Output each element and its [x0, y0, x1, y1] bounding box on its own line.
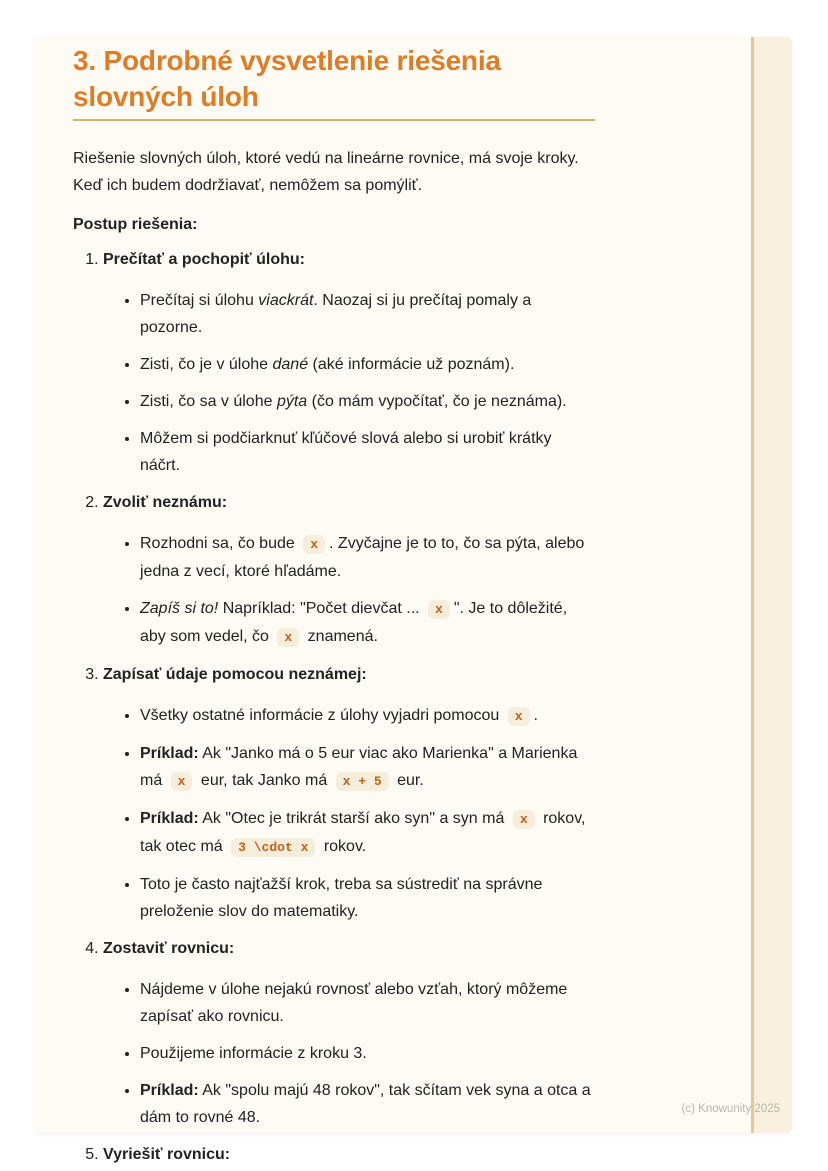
text-segment: ". Je to dôležité, aby som vedel, čo	[140, 600, 568, 645]
bullet-item	[140, 530, 595, 585]
page-edge-strip	[751, 37, 792, 1133]
math-code-chip: 3 \cdot x	[231, 838, 315, 857]
bullet-item	[140, 351, 595, 378]
step-title: Zapísať údaje pomocou neznámej:	[103, 666, 367, 683]
text-segment: . Zvyčajne je to to, čo sa pýta, alebo jedna z vecí, ktoré hľadáme.	[140, 535, 585, 580]
text-segment: rokov.	[319, 838, 367, 855]
section-title: 3. Podrobné vysvetlenie riešenia slovných úloh	[73, 45, 501, 112]
text-segment: Príklad:	[140, 745, 199, 762]
step-title: Vyriešiť rovnicu:	[103, 1146, 231, 1163]
text-segment: Ak "spolu majú 48 rokov", tak sčítam vek syna a otca a dám to rovné 48.	[140, 1082, 591, 1126]
text-segment: eur, tak Janko má	[196, 772, 332, 789]
text-segment: viackrát	[258, 292, 314, 309]
step-item	[103, 489, 595, 651]
math-code-chip: x	[513, 810, 535, 829]
bullet-item	[140, 805, 595, 861]
bullet-item	[140, 702, 595, 730]
text-segment: Toto je často najťažší krok, treba sa sústrediť na správne preloženie slov do matematiky.	[140, 876, 543, 920]
step-title: Prečítať a pochopiť úlohu:	[103, 251, 306, 268]
bullet-item	[140, 595, 595, 651]
text-segment: Napríklad: "Počet dievčat ...	[218, 600, 425, 617]
text-segment: Použijeme informácie z kroku 3.	[140, 1045, 367, 1062]
text-segment: Ak "Otec je trikrát starší ako syn" a syn má	[198, 810, 509, 827]
text-segment: eur.	[392, 772, 424, 789]
text-segment: Príklad:	[140, 810, 199, 827]
text-segment: Všetky ostatné informácie z úlohy vyjadri pomocou	[140, 707, 504, 724]
copyright-watermark: (c) Knowunity 2025	[681, 1103, 780, 1115]
bullet-item	[140, 388, 595, 415]
text-segment: Môžem si podčiarknuť kľúčové slová alebo si urobiť krátky náčrt.	[140, 430, 552, 474]
step-bullets	[103, 702, 595, 925]
intro-paragraph: Riešenie slovných úloh, ktoré vedú na lineárne rovnice, má svoje kroky. Keď ich budem dodržiavať, nemôžem sa pomýliť.	[73, 150, 579, 194]
math-code-chip: x	[171, 772, 193, 791]
notes-card	[35, 37, 792, 1163]
math-code-chip: x	[428, 600, 450, 619]
text-segment: Zisti, čo sa v úlohe	[140, 393, 277, 410]
text-segment: Nájdeme v úlohe nejakú rovnosť alebo vzťah, ktorý môžeme zapísať ako rovnicu.	[140, 981, 568, 1025]
text-segment: (čo mám vypočítať, čo je neznáma).	[307, 393, 567, 410]
step-item	[103, 1141, 595, 1168]
text-segment: pýta	[276, 393, 308, 410]
text-segment: Rozhodni sa, čo bude	[140, 535, 300, 552]
text-segment: Zisti, čo je v úlohe	[140, 356, 273, 373]
bullet-item	[140, 425, 595, 479]
text-segment: rokov, tak otec má	[140, 810, 586, 855]
step-bullets	[103, 287, 595, 479]
step-item	[103, 246, 595, 479]
step-bullets	[103, 530, 595, 651]
text-segment: Prečítaj si úlohu	[140, 292, 259, 309]
steps-list	[73, 246, 595, 1168]
text-segment: (aké informácie už poznám).	[308, 356, 515, 373]
text-segment: dané	[272, 356, 309, 373]
procedure-label: Postup riešenia:	[73, 216, 198, 233]
text-segment: znamená.	[303, 628, 378, 645]
text-segment: Príklad:	[140, 1082, 199, 1099]
title-divider	[73, 119, 595, 121]
notes-content	[35, 37, 595, 1168]
math-code-chip: x + 5	[336, 772, 389, 791]
step-title: Zostaviť rovnicu:	[103, 940, 235, 957]
text-segment: Zapíš si to!	[140, 600, 219, 617]
step-title: Zvoliť neznámu:	[103, 494, 228, 511]
step-bullets	[103, 976, 595, 1131]
step-item	[103, 935, 595, 1131]
math-code-chip: x	[277, 628, 299, 647]
text-segment: . Naozaj si ju prečítaj pomaly a pozorne.	[140, 292, 532, 336]
text-segment: Ak "Janko má o 5 eur viac ako Marienka" a Marienka má	[140, 745, 578, 789]
math-code-chip: x	[508, 707, 530, 726]
text-segment: .	[533, 707, 538, 724]
bullet-item	[140, 740, 595, 795]
bullet-item	[140, 1077, 595, 1131]
step-item	[103, 661, 595, 925]
bullet-item	[140, 1040, 595, 1067]
math-code-chip: x	[303, 535, 325, 554]
bullet-item	[140, 287, 595, 341]
bullet-item	[140, 871, 595, 925]
bullet-item	[140, 976, 595, 1030]
